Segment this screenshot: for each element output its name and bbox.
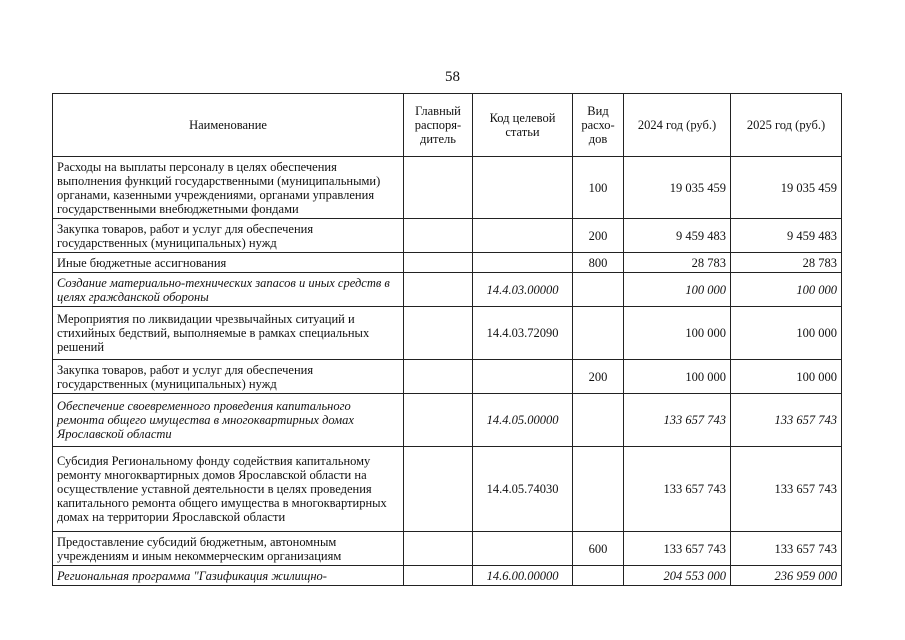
row-kind: 200 bbox=[573, 360, 624, 394]
row-2025: 100 000 bbox=[731, 273, 842, 307]
row-2025: 133 657 743 bbox=[731, 532, 842, 566]
header-2025: 2025 год (руб.) bbox=[731, 94, 842, 157]
header-row bbox=[53, 94, 842, 157]
row-code: 14.4.03.00000 bbox=[473, 273, 573, 307]
row-name: Закупка товаров, работ и услуг для обеспечения государственных (муниципальных) нужд bbox=[53, 360, 404, 394]
row-kind: 100 bbox=[573, 157, 624, 219]
row-2024: 100 000 bbox=[624, 273, 731, 307]
row-2025: 100 000 bbox=[731, 360, 842, 394]
row-2025: 9 459 483 bbox=[731, 219, 842, 253]
row-kind: 600 bbox=[573, 532, 624, 566]
row-2025: 100 000 bbox=[731, 307, 842, 360]
row-kind bbox=[573, 273, 624, 307]
row-2025: 236 959 000 bbox=[731, 566, 842, 586]
row-2024: 133 657 743 bbox=[624, 532, 731, 566]
row-name: Обеспечение своевременного проведения капитального ремонта общего имущества в многоквартирных домах Ярославской области bbox=[53, 394, 404, 447]
page-number: 58 bbox=[445, 69, 460, 85]
row-name: Мероприятия по ликвидации чрезвычайных ситуаций и стихийных бедствий, выполняемые в рамках специальных решений bbox=[53, 307, 404, 360]
row-name: Предоставление субсидий бюджетным, автономным учреждениям и иным некоммерческим организациям bbox=[53, 532, 404, 566]
row-2024: 9 459 483 bbox=[624, 219, 731, 253]
table-row bbox=[53, 566, 842, 586]
row-kind bbox=[573, 447, 624, 532]
row-manager bbox=[404, 273, 473, 307]
row-kind: 200 bbox=[573, 219, 624, 253]
row-kind: 800 bbox=[573, 253, 624, 273]
row-2024: 100 000 bbox=[624, 307, 731, 360]
row-manager bbox=[404, 360, 473, 394]
header-code: Код целевой статьи bbox=[473, 94, 573, 157]
row-kind bbox=[573, 566, 624, 586]
header-2024: 2024 год (руб.) bbox=[624, 94, 731, 157]
table-row bbox=[53, 253, 842, 273]
table-row bbox=[53, 157, 842, 219]
budget-table bbox=[52, 93, 842, 586]
row-name: Закупка товаров, работ и услуг для обеспечения государственных (муниципальных) нужд bbox=[53, 219, 404, 253]
row-manager bbox=[404, 447, 473, 532]
row-kind bbox=[573, 307, 624, 360]
table-header bbox=[53, 94, 842, 157]
row-2025: 133 657 743 bbox=[731, 394, 842, 447]
row-code: 14.4.05.74030 bbox=[473, 447, 573, 532]
row-manager bbox=[404, 219, 473, 253]
row-code bbox=[473, 532, 573, 566]
row-code bbox=[473, 360, 573, 394]
row-name: Создание материально-технических запасов и иных средств в целях гражданской обороны bbox=[53, 273, 404, 307]
row-name: Иные бюджетные ассигнования bbox=[53, 253, 404, 273]
table-row bbox=[53, 532, 842, 566]
row-manager bbox=[404, 532, 473, 566]
row-code bbox=[473, 219, 573, 253]
table-row bbox=[53, 307, 842, 360]
row-manager bbox=[404, 566, 473, 586]
row-code: 14.6.00.00000 bbox=[473, 566, 573, 586]
table-row bbox=[53, 447, 842, 532]
row-manager bbox=[404, 394, 473, 447]
row-name: Региональная программа "Газификация жилищно- bbox=[53, 566, 404, 586]
row-code bbox=[473, 253, 573, 273]
row-2025: 19 035 459 bbox=[731, 157, 842, 219]
row-name: Расходы на выплаты персоналу в целях обеспечения выполнения функций государственными (муниципальными) органами, казенными учреждениями, органами управления государственными внебюджетными фондами bbox=[53, 157, 404, 219]
row-2024: 100 000 bbox=[624, 360, 731, 394]
row-code: 14.4.05.00000 bbox=[473, 394, 573, 447]
header-kind: Вид расхо-дов bbox=[573, 94, 624, 157]
row-2024: 28 783 bbox=[624, 253, 731, 273]
row-manager bbox=[404, 307, 473, 360]
table-body bbox=[53, 157, 842, 586]
row-code: 14.4.03.72090 bbox=[473, 307, 573, 360]
header-name: Наименование bbox=[53, 94, 404, 157]
row-2024: 133 657 743 bbox=[624, 447, 731, 532]
table-row bbox=[53, 360, 842, 394]
row-manager bbox=[404, 157, 473, 219]
row-code bbox=[473, 157, 573, 219]
row-name: Субсидия Региональному фонду содействия капитальному ремонту многоквартирных домов Ярославской области на осуществление уставной деятельности в целях проведения капитального ремонта общего имущества в многоквартирных домах на территории Ярославской области bbox=[53, 447, 404, 532]
row-2024: 19 035 459 bbox=[624, 157, 731, 219]
table-row bbox=[53, 273, 842, 307]
table-row bbox=[53, 394, 842, 447]
row-kind bbox=[573, 394, 624, 447]
table-row bbox=[53, 219, 842, 253]
row-2024: 204 553 000 bbox=[624, 566, 731, 586]
header-manager: Главный распоря-дитель bbox=[404, 94, 473, 157]
row-2025: 133 657 743 bbox=[731, 447, 842, 532]
row-2025: 28 783 bbox=[731, 253, 842, 273]
row-manager bbox=[404, 253, 473, 273]
row-2024: 133 657 743 bbox=[624, 394, 731, 447]
